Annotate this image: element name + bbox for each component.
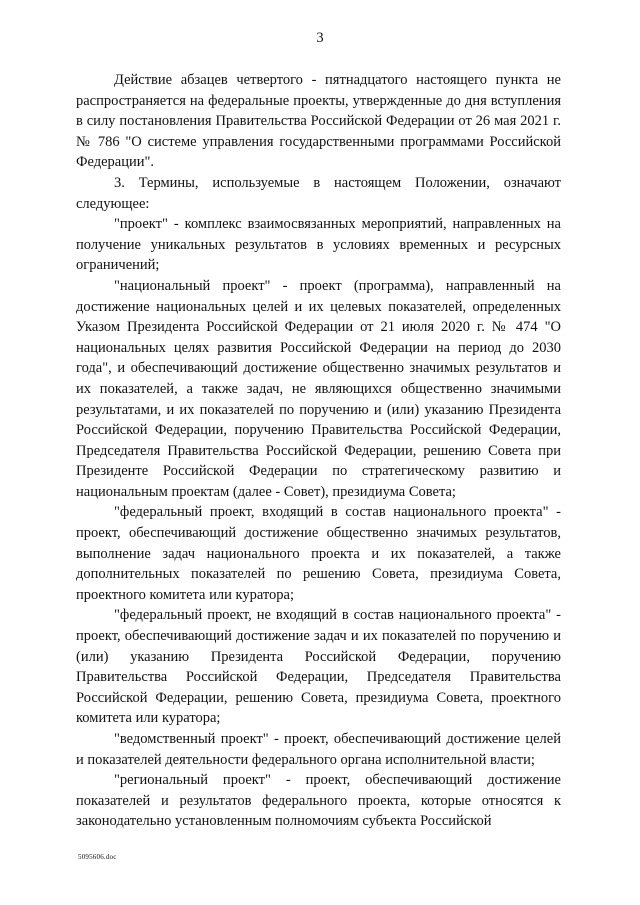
document-body — [76, 70, 561, 832]
paragraph-term-national-project: "национальный проект" - проект (программа), направленный на достижение национальных целей и их целевых показателей, определенных Указом Президента Российской Федерации от 21 июля 2020 г. № 474 "О национальных целях развития Российской Федерации на период до 2030 года", и обеспечивающий достижение общественно значимых результатов и их показателей, а также задач, не являющихся общественно значимыми результатами, и их показателей по поручению и (или) указанию Президента Российской Федерации, поручению Правительства Российской Федерации, Председателя Правительства Российской Федерации, решению Совета при Президенте Российской Федерации по стратегическому развитию и национальным проектам (далее - Совет), президиума Совета; — [76, 277, 561, 500]
paragraph-term-departmental-project: "ведомственный проект" - проект, обеспечивающий достижение целей и показателей деятельности федерального органа исполнительной власти; — [76, 731, 561, 768]
page-number: 3 — [316, 30, 324, 46]
document-file-code: 5095606.doc — [78, 853, 117, 861]
paragraph-term-federal-project-not-in-national: "федеральный проект, не входящий в состав национального проекта" - проект, обеспечивающий достижение задач и их показателей по поручению и (или) указанию Президента Российской Федерации, поручению Правительства Российской Федерации, Председателя Правительства Российской Федерации, решению Совета, президиума Совета, проектного комитета или куратора; — [76, 607, 561, 727]
paragraph-term-project: "проект" - комплекс взаимосвязанных мероприятий, направленных на получение уникальных результатов в условиях временных и ресурсных ограничений; — [76, 216, 561, 274]
paragraph-term-regional-project: "региональный проект" - проект, обеспечивающий достижение показателей и результатов федерального проекта, которые относятся к законодательно установленным полномочиям субъекта Российской — [76, 772, 561, 830]
paragraph-terms-intro: 3. Термины, используемые в настоящем Положении, означают следующее: — [76, 174, 561, 212]
paragraph-scope-exception: Действие абзацев четвертого - пятнадцатого настоящего пункта не распространяется на федеральные проекты, утвержденные до дня вступления в силу постановления Правительства Российской Федерации от 26 мая 2021 г. № 786 "О системе управления государственными программами Российской Федерации". — [76, 72, 561, 171]
paragraph-term-federal-project-in-national: "федеральный проект, входящий в состав национального проекта" - проект, обеспечивающий достижение общественно значимых результатов, выполнение задач национального проекта и их показателей, а также дополнительных показателей по решению Совета, президиума Совета, проектного комитета или куратора; — [76, 504, 561, 603]
